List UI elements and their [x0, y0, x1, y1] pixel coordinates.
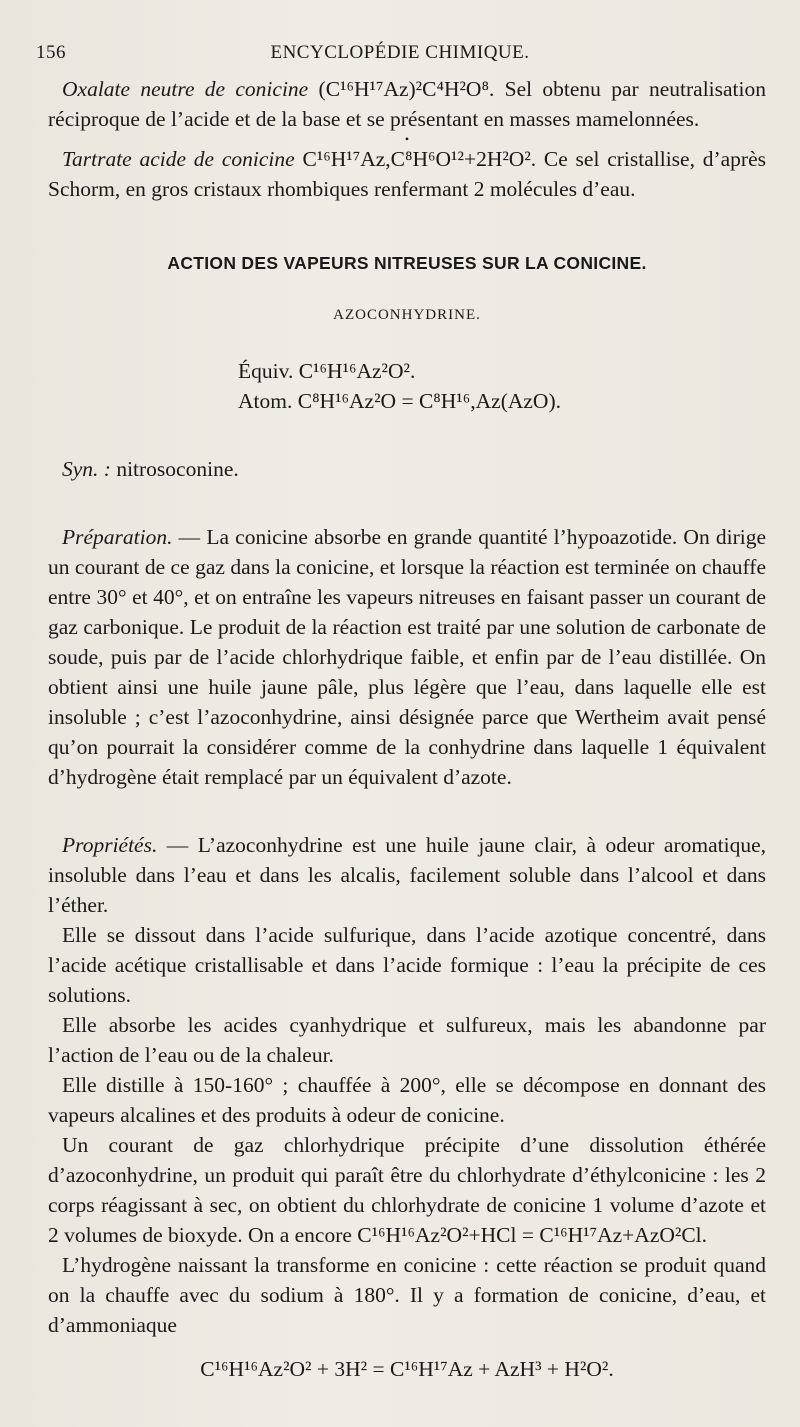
preparation-label: Préparation.	[62, 525, 173, 549]
stray-dot: •	[404, 132, 410, 146]
page-body	[48, 74, 766, 1384]
absorption-paragraph: Elle absorbe les acides cyanhydrique et sulfureux, mais les abandonne par l’action de l’eau ou de la chaleur.	[48, 1013, 766, 1067]
tartrate-text: C¹⁶H¹⁷Az,C⁸H⁶O¹²+2H²O². Ce sel cristallise, d’après Schorm, en gros cristaux rhombiques renfermant 2 molécules d’eau.	[48, 147, 767, 201]
synonym-label: Syn. :	[62, 457, 111, 481]
oxalate-text: (C¹⁶H¹⁷Az)²C⁴H²O⁸. Sel obtenu par neutralisation réciproque de l’acide et de la base et se présentant en masses mamelonnées.	[48, 77, 766, 131]
properties-text: — L’azoconhydrine est une huile jaune clair, à odeur aromatique, insoluble dans l’eau et dans les alcalis, facilement soluble dans l’alcool et dans l’éther.	[48, 833, 766, 917]
page-number: 156	[36, 42, 66, 63]
dissolution-paragraph: Elle se dissout dans l’acide sulfurique, dans l’acide azotique concentré, dans l’acide acétique cristallisable et dans l’acide formique : l’eau la précipite de ces solutions.	[48, 923, 766, 1007]
running-head: ENCYCLOPÉDIE CHIMIQUE.	[270, 42, 530, 63]
tartrate-paragraph	[48, 144, 766, 204]
page-header	[36, 42, 764, 72]
oxalate-paragraph	[48, 74, 766, 134]
preparation-paragraph	[48, 522, 766, 792]
final-equation: C¹⁶H¹⁶Az²O² + 3H² = C¹⁶H¹⁷Az + AzH³ + H²O².	[200, 1357, 614, 1381]
oxalate-title: Oxalate neutre de conicine	[62, 77, 309, 101]
properties-paragraph	[48, 830, 766, 920]
synonym-text: nitrosoconine.	[116, 457, 239, 481]
section-title: ACTION DES VAPEURS NITREUSES SUR LA CONICINE.	[167, 253, 647, 273]
preparation-text: — La conicine absorbe en grande quantité l’hypoazotide. On dirige un courant de ce gaz dans la conicine, et lorsque la réaction est terminée on chauffe entre 30° et 40°, et on entraîne les vapeurs nitreuses en faisant passer un courant de gaz carbonique. Le produit de la réaction est traité par une solution de carbonate de soude, puis par de l’acide chlorhydrique faible, et enfin par de l’eau distillée. On obtient ainsi une huile jaune pâle, plus légère que l’eau, dans laquelle elle est insoluble ; c’est l’azoconhydrine, ainsi désignée parce que Wertheim avait pensé qu’on pourrait la considérer comme de la conhydrine dans laquelle 1 équivalent d’hydrogène était remplacé par un équivalent d’azote.	[48, 525, 767, 789]
properties-label: Propriétés.	[62, 833, 158, 857]
tartrate-title: Tartrate acide de conicine	[62, 147, 295, 171]
synonym-paragraph	[48, 454, 766, 484]
equiv-formula: Équiv. C¹⁶H¹⁶Az²O².	[238, 359, 416, 383]
atom-formula: Atom. C⁸H¹⁶Az²O = C⁸H¹⁶,Az(AzO).	[238, 389, 561, 413]
compound-subtitle: AZOCONHYDRINE.	[333, 307, 481, 323]
hydrogen-paragraph: L’hydrogène naissant la transforme en conicine : cette réaction se produit quand on la chauffe avec du sodium à 180°. Il y a formation de conicine, d’eau, et d’ammoniaque	[48, 1253, 766, 1337]
distillation-paragraph: Elle distille à 150-160° ; chauffée à 200°, elle se décompose en donnant des vapeurs alcalines et des produits à odeur de conicine.	[48, 1073, 766, 1127]
formula-block	[48, 356, 766, 416]
hydrochloric-paragraph: Un courant de gaz chlorhydrique précipite d’une dissolution éthérée d’azoconhydrine, un produit qui paraît être du chlorhydrate d’éthylconicine : les 2 corps réagissant à sec, on obtient du chlorhydrate de conicine 1 volume d’azote et 2 volumes de bioxyde. On a encore C¹⁶H¹⁶Az²O²+HCl = C¹⁶H¹⁷Az+AzO²Cl.	[48, 1133, 766, 1247]
